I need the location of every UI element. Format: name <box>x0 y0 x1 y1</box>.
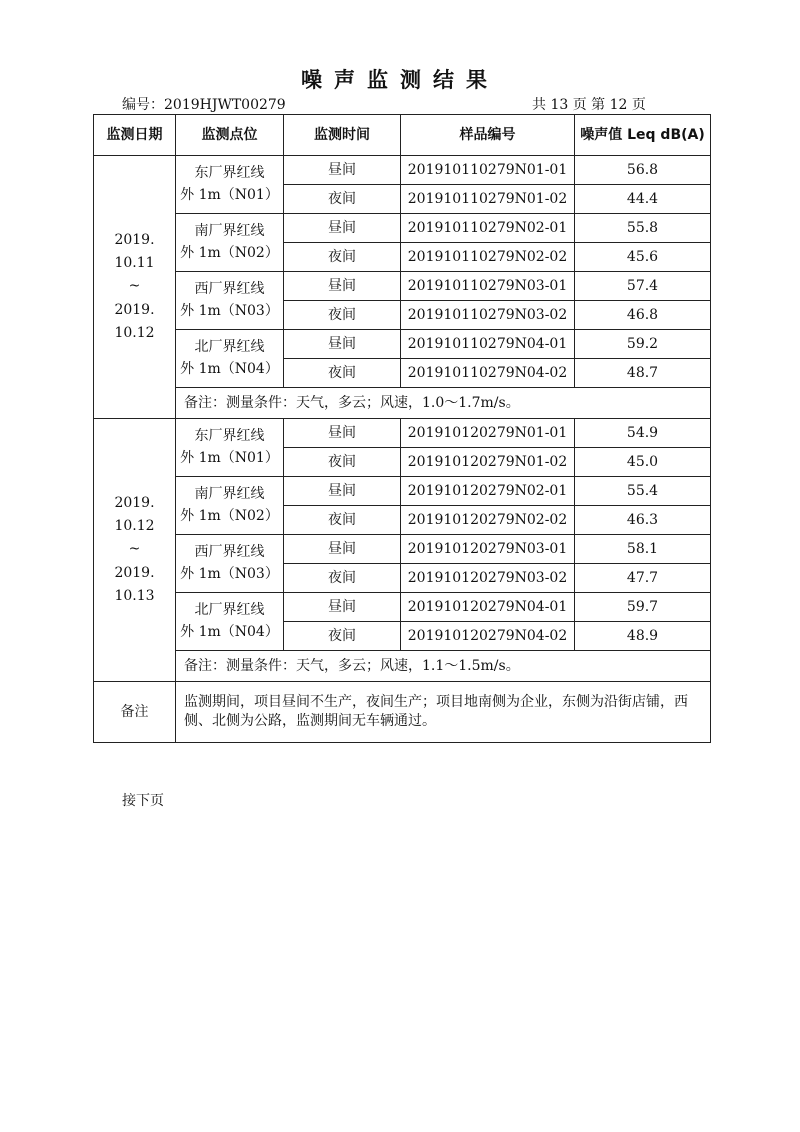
sample-id: 201910120279N02-02 <box>401 506 575 535</box>
monitoring-time: 夜间 <box>284 622 401 651</box>
table-row <box>94 330 711 359</box>
cell-line: 外 1m（N01） <box>180 449 279 466</box>
cell-line: 外 1m（N04） <box>180 360 279 377</box>
measurement-conditions-note: 备注：测量条件：天气，多云；风速，1.1～1.5m/s。 <box>176 651 711 682</box>
monitoring-time: 昼间 <box>284 477 401 506</box>
monitoring-time: 夜间 <box>284 301 401 330</box>
sample-id: 201910120279N03-02 <box>401 564 575 593</box>
noise-value: 59.2 <box>575 330 711 359</box>
table-row <box>94 272 711 301</box>
noise-value: 46.8 <box>575 301 711 330</box>
cell-line: 南厂界红线 <box>194 222 265 239</box>
monitoring-point <box>176 535 284 593</box>
cell-line: 2019. <box>114 301 155 318</box>
remark-text: 监测期间，项目昼间不生产，夜间生产；项目地南侧为企业，东侧为沿街店铺，西侧、北侧为公路，监测期间无车辆通过。 <box>176 682 711 743</box>
table-row <box>94 214 711 243</box>
noise-value: 44.4 <box>575 185 711 214</box>
noise-value: 55.8 <box>575 214 711 243</box>
noise-value: 54.9 <box>575 419 711 448</box>
sample-id: 201910110279N01-02 <box>401 185 575 214</box>
note-row <box>94 388 711 419</box>
noise-value: 57.4 <box>575 272 711 301</box>
monitoring-time: 昼间 <box>284 330 401 359</box>
noise-value: 45.6 <box>575 243 711 272</box>
sample-id: 201910110279N03-02 <box>401 301 575 330</box>
noise-value: 58.1 <box>575 535 711 564</box>
monitoring-time: 夜间 <box>284 564 401 593</box>
page-count: 共 13 页 第 12 页 <box>532 97 646 113</box>
sample-id: 201910120279N01-01 <box>401 419 575 448</box>
header-point: 监测点位 <box>176 115 284 156</box>
sample-id: 201910110279N02-01 <box>401 214 575 243</box>
monitoring-time: 夜间 <box>284 448 401 477</box>
cell-line: 2019. <box>114 564 155 581</box>
cell-line: 外 1m（N03） <box>180 302 279 319</box>
monitoring-time: 夜间 <box>284 359 401 388</box>
sample-id: 201910120279N03-01 <box>401 535 575 564</box>
cell-line: 南厂界红线 <box>194 485 265 502</box>
monitoring-point <box>176 330 284 388</box>
monitoring-time: 夜间 <box>284 185 401 214</box>
report-number <box>122 94 286 114</box>
monitoring-time: 昼间 <box>284 419 401 448</box>
noise-results-table <box>93 114 711 743</box>
header-sample-id: 样品编号 <box>401 115 575 156</box>
cell-line: ~ <box>128 278 141 295</box>
cell-line: ~ <box>128 541 141 558</box>
cell-line: 10.13 <box>114 587 155 604</box>
monitoring-date <box>94 419 176 682</box>
report-number-value: 2019HJWT00279 <box>164 97 286 113</box>
cell-line: 外 1m（N01） <box>180 186 279 203</box>
header-date: 监测日期 <box>94 115 176 156</box>
cell-line: 西厂界红线 <box>194 280 265 297</box>
measurement-conditions-note: 备注：测量条件：天气，多云；风速，1.0～1.7m/s。 <box>176 388 711 419</box>
monitoring-date <box>94 156 176 419</box>
monitoring-time: 昼间 <box>284 156 401 185</box>
noise-value: 47.7 <box>575 564 711 593</box>
noise-value: 56.8 <box>575 156 711 185</box>
cell-line: 东厂界红线 <box>194 427 265 444</box>
header-time: 监测时间 <box>284 115 401 156</box>
cell-line: 2019. <box>114 232 155 249</box>
report-number-label: 编号： <box>122 97 164 113</box>
monitoring-time: 夜间 <box>284 506 401 535</box>
cell-line: 2019. <box>114 495 155 512</box>
sample-id: 201910110279N04-01 <box>401 330 575 359</box>
monitoring-point <box>176 214 284 272</box>
monitoring-time: 昼间 <box>284 593 401 622</box>
cell-line: 外 1m（N02） <box>180 507 279 524</box>
cell-line: 北厂界红线 <box>194 601 265 618</box>
sample-id: 201910110279N02-02 <box>401 243 575 272</box>
cell-line: 10.12 <box>114 518 155 535</box>
noise-value: 48.9 <box>575 622 711 651</box>
noise-value: 59.7 <box>575 593 711 622</box>
table-row <box>94 156 711 185</box>
cell-line: 10.12 <box>114 324 155 341</box>
remark-label: 备注 <box>94 682 176 743</box>
monitoring-point <box>176 156 284 214</box>
noise-value: 46.3 <box>575 506 711 535</box>
noise-value: 55.4 <box>575 477 711 506</box>
sample-id: 201910120279N02-01 <box>401 477 575 506</box>
monitoring-point <box>176 593 284 651</box>
table-row <box>94 593 711 622</box>
noise-value: 48.7 <box>575 359 711 388</box>
remark-row <box>94 682 711 743</box>
note-row <box>94 651 711 682</box>
noise-value: 45.0 <box>575 448 711 477</box>
header-noise-value: 噪声值 Leq dB(A) <box>575 115 711 156</box>
monitoring-point <box>176 272 284 330</box>
sample-id: 201910120279N04-02 <box>401 622 575 651</box>
monitoring-point <box>176 419 284 477</box>
continued-note: 接下页 <box>122 793 164 809</box>
page-title: 噪声监测结果 <box>301 67 499 92</box>
table-row <box>94 535 711 564</box>
monitoring-time: 昼间 <box>284 535 401 564</box>
monitoring-time: 昼间 <box>284 272 401 301</box>
table-row <box>94 477 711 506</box>
monitoring-point <box>176 477 284 535</box>
sample-id: 201910110279N03-01 <box>401 272 575 301</box>
table-row <box>94 419 711 448</box>
sample-id: 201910120279N01-02 <box>401 448 575 477</box>
cell-line: 外 1m（N04） <box>180 623 279 640</box>
table-header-row <box>94 115 711 156</box>
cell-line: 西厂界红线 <box>194 543 265 560</box>
sample-id: 201910120279N04-01 <box>401 593 575 622</box>
monitoring-time: 昼间 <box>284 214 401 243</box>
cell-line: 外 1m（N03） <box>180 565 279 582</box>
sample-id: 201910110279N01-01 <box>401 156 575 185</box>
cell-line: 北厂界红线 <box>194 338 265 355</box>
cell-line: 外 1m（N02） <box>180 244 279 261</box>
monitoring-time: 夜间 <box>284 243 401 272</box>
sample-id: 201910110279N04-02 <box>401 359 575 388</box>
cell-line: 东厂界红线 <box>194 164 265 181</box>
cell-line: 10.11 <box>114 255 155 272</box>
